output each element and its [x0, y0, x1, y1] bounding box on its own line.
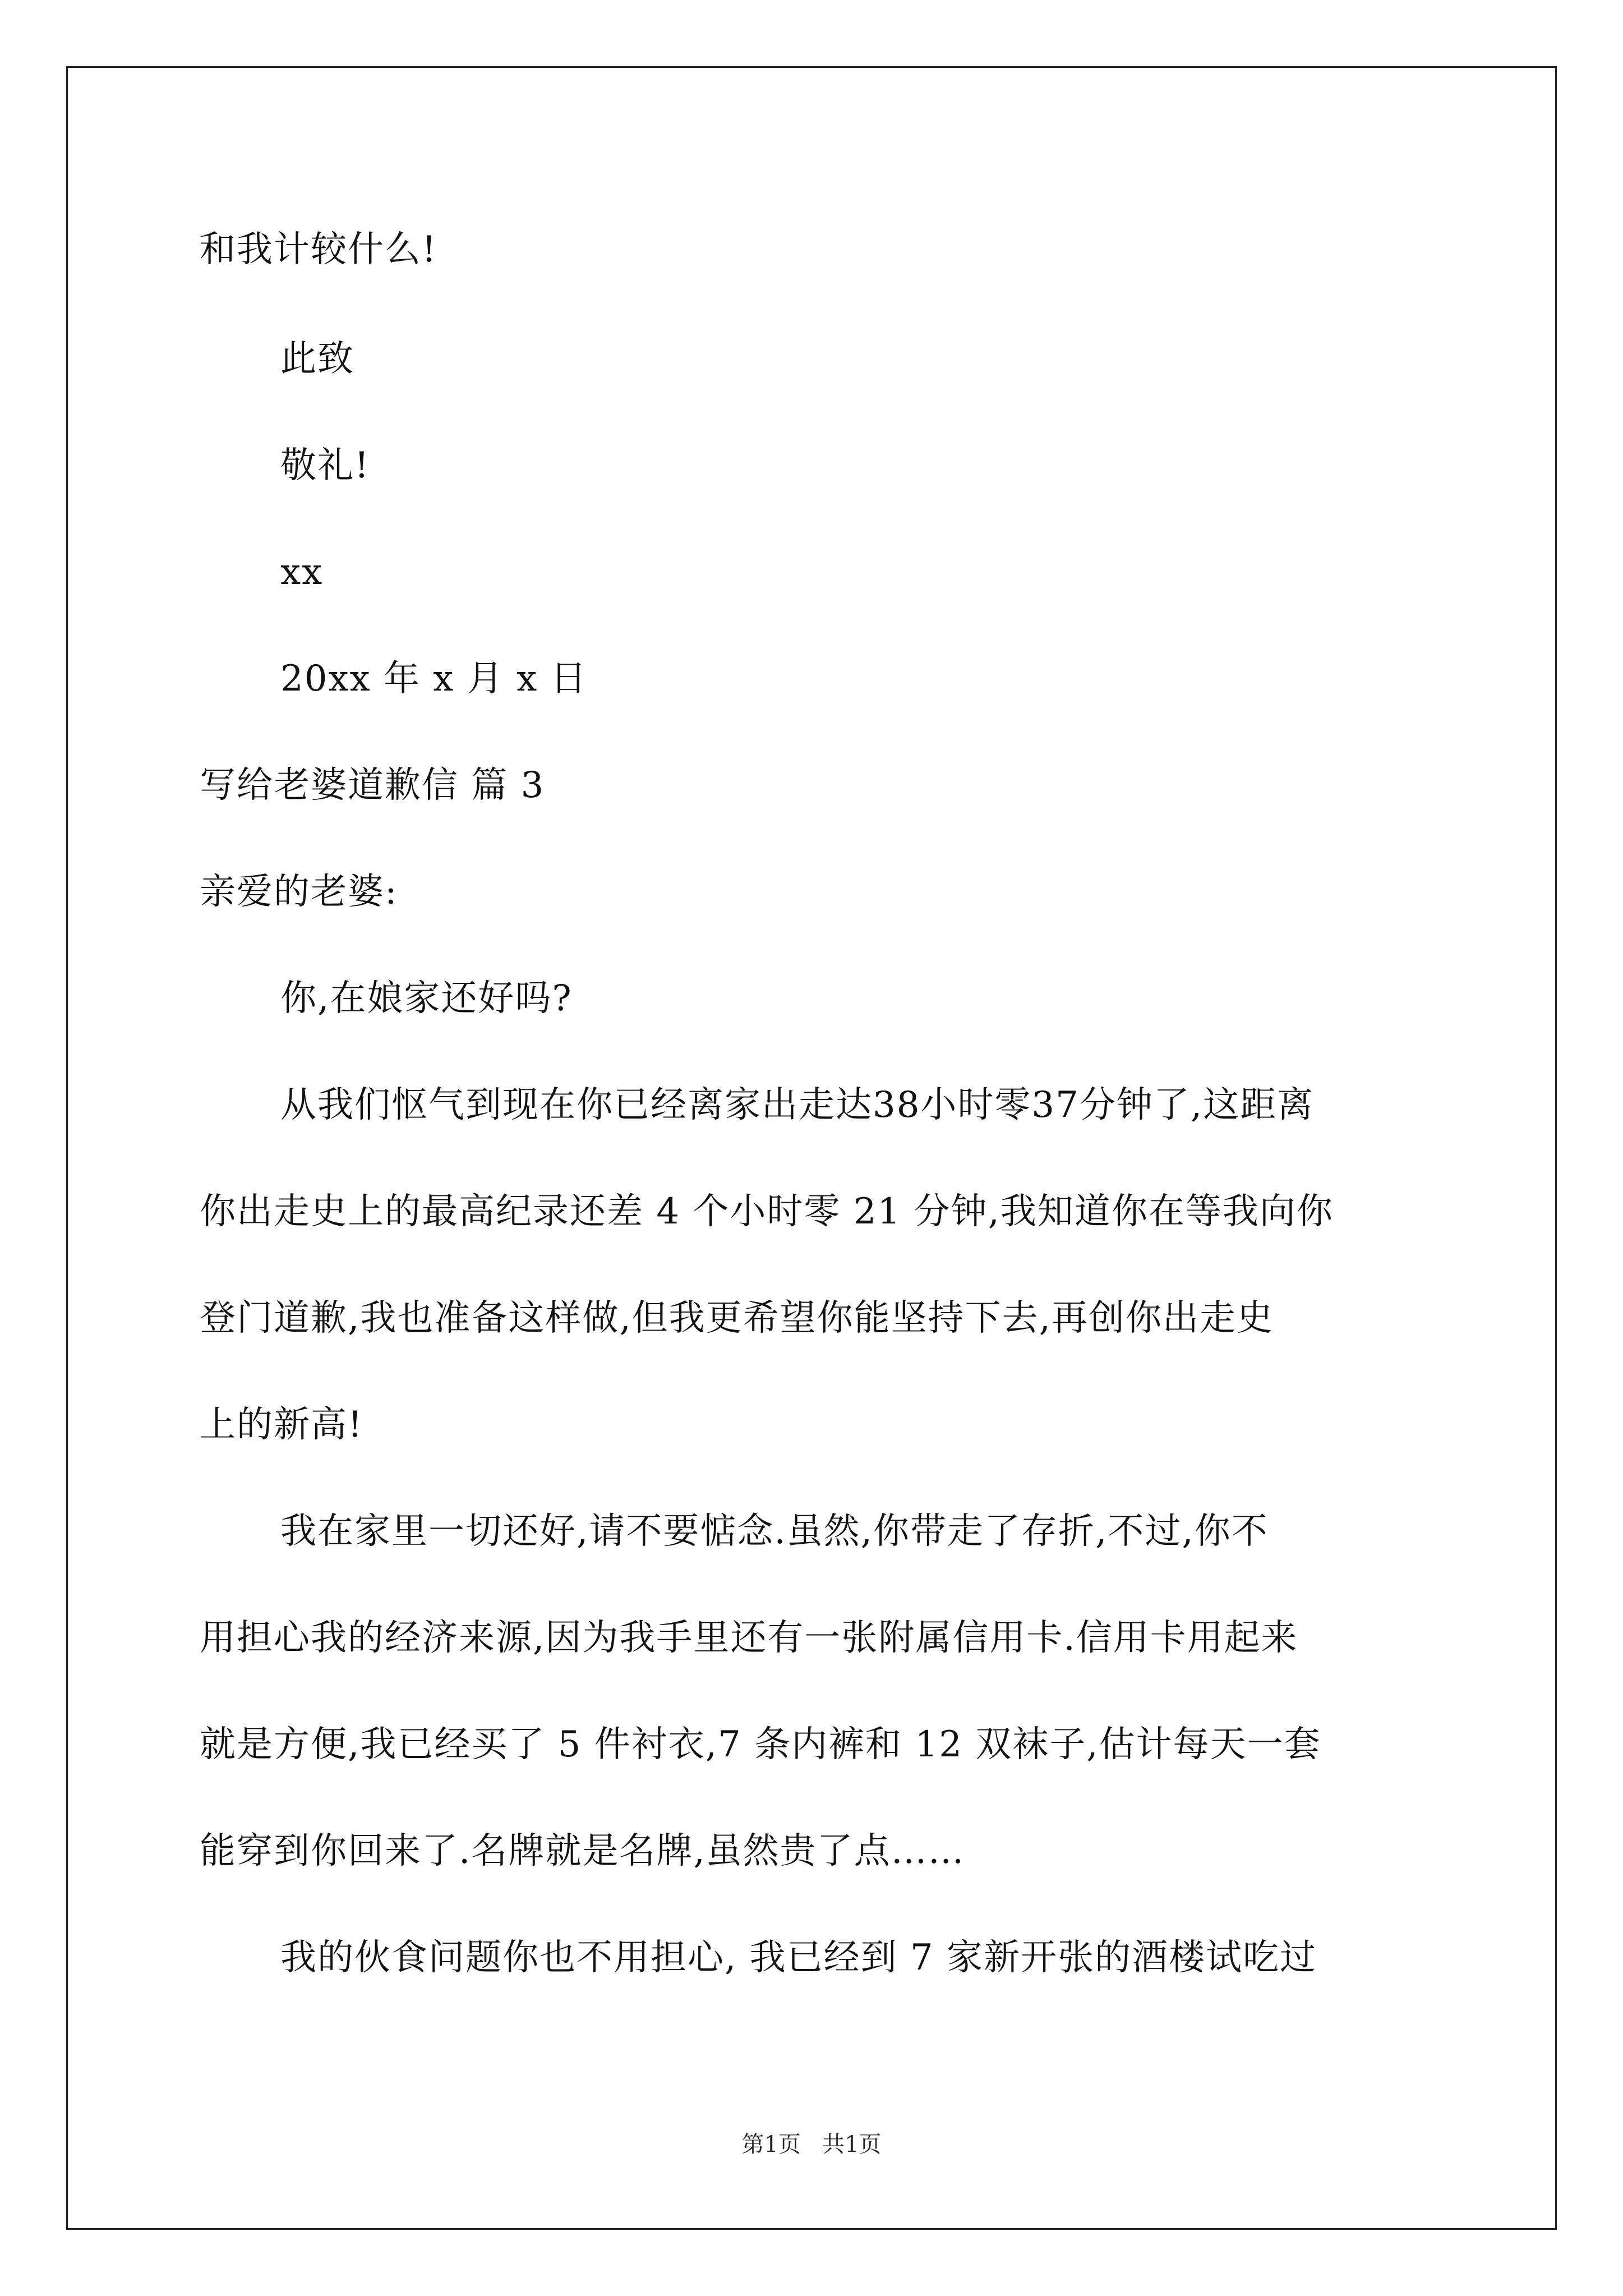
page-total: 共1页: [822, 2132, 882, 2157]
section-heading: 写给老婆道歉信 篇 3: [200, 765, 545, 806]
text-line: 你出走史上的最高纪录还差 4 个小时零 21 分钟,我知道你在等我向你: [200, 1191, 1334, 1232]
text-line: 你,在娘家还好吗?: [280, 978, 573, 1019]
text-line-signature: xx: [280, 551, 324, 593]
text-line-salutation-close: 此致: [280, 338, 354, 380]
page-frame: [66, 66, 1557, 2230]
text-line: 我的伙食问题你也不用担心, 我已经到 7 家新开张的酒楼试吃过: [280, 1937, 1317, 1978]
text-line-date: 20xx 年 x 月 x 日: [280, 658, 588, 700]
text-line: 用担心我的经济来源,因为我手里还有一张附属信用卡.信用卡用起来: [200, 1617, 1298, 1659]
text-line: 就是方便,我已经买了 5 件衬衣,7 条内裤和 12 双袜子,估计每天一套: [200, 1724, 1321, 1765]
text-line-closing-remark: 和我计较什么!: [200, 229, 437, 270]
page-footer: [0, 2129, 1623, 2160]
text-line: 能穿到你回来了.名牌就是名牌,虽然贵了点……: [200, 1830, 965, 1872]
text-line-regards: 敬礼!: [280, 445, 370, 486]
text-line: 从我们怄气到现在你已经离家出走达38小时零37分钟了,这距离: [280, 1084, 1315, 1126]
text-line-greeting: 亲爱的老婆:: [200, 871, 398, 913]
text-line: 上的新高!: [200, 1404, 363, 1446]
text-line: 我在家里一切还好,请不要惦念.虽然,你带走了存折,不过,你不: [280, 1511, 1269, 1552]
page-number: 第1页: [741, 2132, 801, 2157]
text-line: 登门道歉,我也准备这样做,但我更希望你能坚持下去,再创你出走史: [200, 1297, 1274, 1339]
